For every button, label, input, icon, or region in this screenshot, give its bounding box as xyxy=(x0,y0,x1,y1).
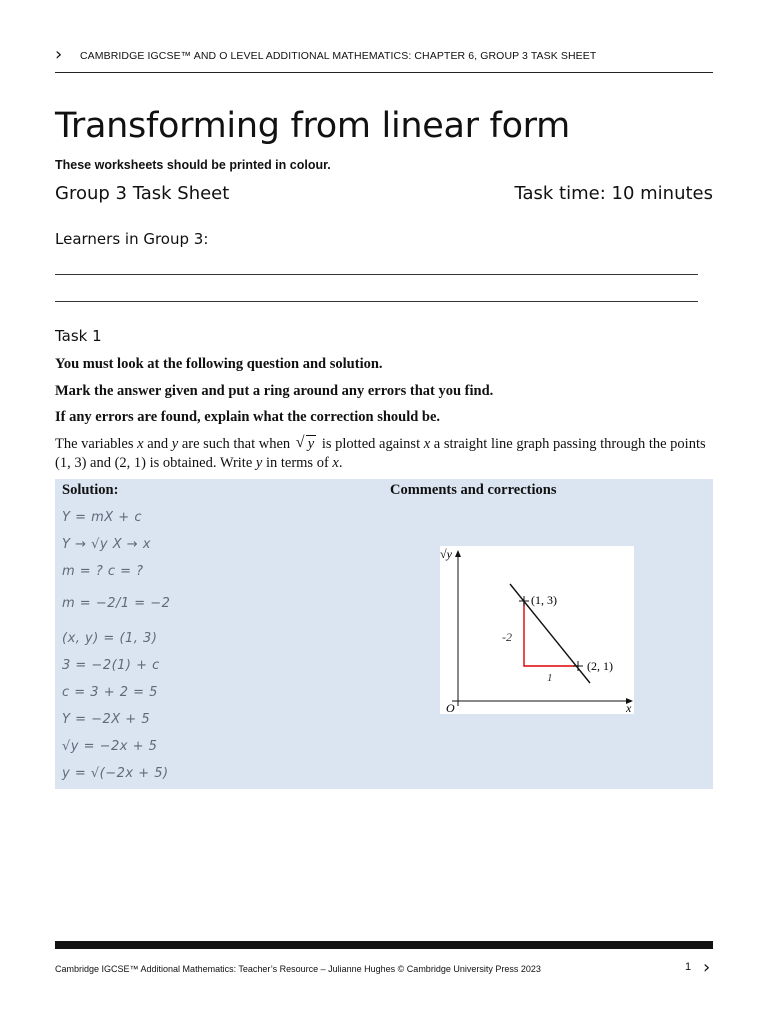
sketch-graph xyxy=(440,546,634,714)
instruction-line: Mark the answer given and put a ring around any errors that you find. xyxy=(55,383,494,399)
sqrt-symbol: √ y xyxy=(295,434,315,452)
learners-label: Learners in Group 3: xyxy=(55,230,209,248)
solution-line: y = √(−2x + 5) xyxy=(62,766,169,781)
next-page-chevron-icon[interactable]: › xyxy=(703,957,711,978)
run-label: 1 xyxy=(547,672,553,684)
page-title: Transforming from linear form xyxy=(55,106,570,146)
comments-heading: Comments and corrections xyxy=(390,482,557,498)
solution-line: c = 3 + 2 = 5 xyxy=(62,685,158,700)
point-label: (2, 1) xyxy=(587,659,613,673)
header-text: CAMBRIDGE IGCSE™ AND O LEVEL ADDITIONAL MATHEMATICS: CHAPTER 6, GROUP 3 TASK SHEET xyxy=(80,50,597,62)
footer-bar xyxy=(55,941,713,949)
instruction-line: You must look at the following question and solution. xyxy=(55,356,383,372)
x-axis-label: x xyxy=(626,701,632,714)
point-label: (1, 3) xyxy=(531,593,557,607)
learner-name-line xyxy=(55,274,698,275)
page-number: 1 xyxy=(685,961,692,973)
solution-line: Y → √y X → x xyxy=(62,537,151,552)
solution-line: 3 = −2(1) + c xyxy=(62,658,160,673)
footer-text: Cambridge IGCSE™ Additional Mathematics: Teacher’s Resource – Julianne Hughes © Cambridge University Press 2023 xyxy=(55,964,541,974)
task-label: Task 1 xyxy=(55,327,102,345)
learner-name-line xyxy=(55,301,698,302)
solution-line: Y = mX + c xyxy=(62,510,142,525)
solution-line: m = ? c = ? xyxy=(62,564,144,579)
solution-line: (x, y) = (1, 3) xyxy=(62,631,158,646)
solution-line: Y = −2X + 5 xyxy=(62,712,151,727)
instruction-line: If any errors are found, explain what the correction should be. xyxy=(55,409,441,425)
task-time: Task time: 10 minutes xyxy=(514,183,713,204)
group-label: Group 3 Task Sheet xyxy=(55,183,230,204)
running-header xyxy=(55,44,713,73)
solution-line: m = −2/1 = −2 xyxy=(62,596,171,611)
origin-label: O xyxy=(446,701,455,714)
y-axis-arrow xyxy=(455,550,461,557)
question-text: The variables x and y are such that when √ y is plotted against x a straight line graph passing through the points (1, 3) and (2, 1) is obtained. Write y in terms of x. xyxy=(55,434,706,471)
print-note: These worksheets should be printed in colour. xyxy=(55,158,331,172)
solution-line: √y = −2x + 5 xyxy=(62,739,158,754)
y-axis-label: √y xyxy=(440,547,452,561)
chevron-right-icon: › xyxy=(55,44,63,65)
rise-label: -2 xyxy=(502,630,512,644)
solution-heading: Solution: xyxy=(62,482,119,498)
